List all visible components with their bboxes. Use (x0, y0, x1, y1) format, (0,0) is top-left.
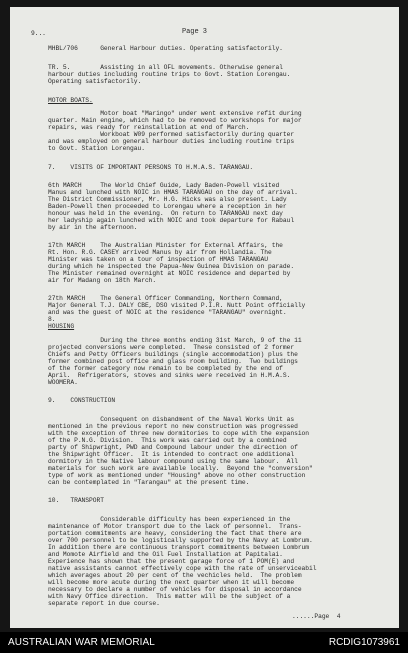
line: air for Madang on 18th March. (48, 277, 157, 284)
line: quarter. Main engine, which had to be removed to workshops for major (48, 117, 302, 124)
line-tr5: TR. 5. Assisting in all OFL movements. Otherwise general (48, 64, 283, 71)
line: former combined post office and glass room building. Two buildings (48, 358, 298, 365)
line: will become more acute during the next quarter when it will become (48, 579, 295, 586)
line: can be contemplated in "Tarangau" at the present time. (48, 479, 250, 486)
line: Major General T.J. DALY CBE, DSO visited P.I.R. Nutt Point officially (48, 302, 306, 309)
archive-footer (0, 632, 408, 653)
heading-visits: 7. VISITS OF IMPORTANT PERSONS TO H.M.A.S. TARANGAU. (48, 164, 254, 171)
line: necessary to declare a number of vehicles for disposal in accordance (48, 586, 302, 593)
line: harbour duties including routine trips to Govt. Station Lorengau. (48, 71, 291, 78)
line: separate report in due course. (48, 600, 160, 607)
line: to Govt. Station Lorengau. (48, 145, 145, 152)
line: over 700 personnel to be logistically supported by the Navy at Lombrum. (48, 537, 313, 544)
line: Chiefs and Petty Officers buildings (single accommodation) plus the (48, 351, 298, 358)
document-page (10, 7, 399, 628)
line: Considerable difficulty has been experienced in the (48, 516, 291, 523)
line: materials for such work are available locally. Beyond the "conversion" (48, 465, 313, 472)
line: Baden-Powell then proceeded to Lorengau where a reception in her (48, 203, 287, 210)
line: In addition there are continuous transport commitments between Lombrum (48, 544, 310, 551)
line: April. Refrigerators, stoves and sinks were received in H.M.A.S. (48, 372, 291, 379)
line: mentioned in the previous report no new construction was progressed (48, 423, 298, 430)
line: which averages about 20 per cent of the vechicles held. The problem (48, 572, 302, 579)
line: dormitory in the Native labour compound using the same labour. All (48, 458, 298, 465)
section-number-8: 8. (48, 316, 56, 323)
line-mhbl: MHBL/706 General Harbour duties. Operating satisfactorily. (48, 45, 283, 52)
line: of the P.N.G. Division. This work was carried out by a combined (48, 437, 287, 444)
line: native assistants cannot effectively cope with the rate of unserviceabil (48, 565, 317, 572)
line: and Momote Airfield and the Oil Fuel Installation at Papitalai. (48, 551, 283, 558)
top-mark: 9... (31, 30, 46, 37)
line: maintenance of Motor transport due to the lack of personnel. Trans- (48, 523, 302, 530)
line: party of Shipwright, PWD and Compound labour under the direction of (48, 444, 298, 451)
line: Experience has shown that the present garage force of 1 POM(E) and (48, 558, 295, 565)
heading-construction: 9. CONSTRUCTION (48, 397, 116, 404)
line: The District Commissioner, Mr. H.G. Hicks was also present. Lady (48, 196, 287, 203)
line: WOOMERA. (48, 379, 78, 386)
line: the Shipwright Officer. It is intended to contract one additional (48, 451, 295, 458)
line: during which he inspected the Papua-New Guinea Division on parade. (48, 263, 295, 270)
footer-source: AUSTRALIAN WAR MEMORIAL (8, 637, 155, 648)
line: The Minister remained overnight at NOIC residence and departed by (48, 270, 291, 277)
line: Manus and lunched with NOIC in HMAS TARANGAU on the day of arrival. (48, 189, 298, 196)
line: and was employed on general harbour duties including routine trips (48, 138, 295, 145)
line: projected conversions were completed. These consisted of 2 former (48, 344, 295, 351)
line: honour was held in the evening. On return to TARANGAU next day (48, 210, 283, 217)
line: type of work as mentioned under "Housing" above no other construction (48, 472, 306, 479)
page-header: Page 3 (182, 28, 207, 36)
footer-record-id: RCDIG1073961 (328, 637, 400, 648)
line: Workboat W09 performed satisfactorily during quarter (48, 131, 295, 138)
line: with the exception of three new dormitories to cope with the expansion (48, 430, 310, 437)
line: repairs, was ready for reinstallation at end of March. (48, 124, 250, 131)
line: Motor boat "Maringo" under went extensive refit during (48, 110, 302, 117)
line: by air in the afternoon. (48, 224, 138, 231)
line-27th-march: 27th MARCH The General Officer Commanding, Northern Command, (48, 295, 283, 302)
heading-motor-boats: MOTOR BOATS. (48, 97, 93, 104)
line: portation commitments are heavy, considering the fact that there are (48, 530, 302, 537)
line: Minister was taken on a tour of inspection of HMAS TARANGAU (48, 256, 268, 263)
heading-housing: HOUSING (48, 323, 75, 330)
line: Consequent on disbandment of the Naval Works Unit as (48, 416, 295, 423)
continuation-note: ......Page 4 (292, 613, 341, 620)
line: her ladyship again lunched with NOIC and took departure for Rabaul (48, 217, 295, 224)
line: During the three months ending 31st March, 9 of the 11 (48, 337, 302, 344)
line: Rt. Hon. R.G. CASEY arrived Manus by air from Hollandia. The (48, 249, 272, 256)
line-17th-march: 17th MARCH The Australian Minister for External Affairs, the (48, 242, 283, 249)
line: of the former category now remain to be completed by the end of (48, 365, 283, 372)
line: Operating satisfactorily. (48, 78, 142, 85)
line-6th-march: 6th MARCH The World Chief Guide, Lady Baden-Powell visited (48, 182, 280, 189)
line: with Navy Office direction. This matter will be the subject of a (48, 593, 291, 600)
line: and was the guest of NOIC at the residence "TARANGAU" overnight. (48, 309, 287, 316)
heading-transport: 10. TRANSPORT (48, 497, 104, 504)
